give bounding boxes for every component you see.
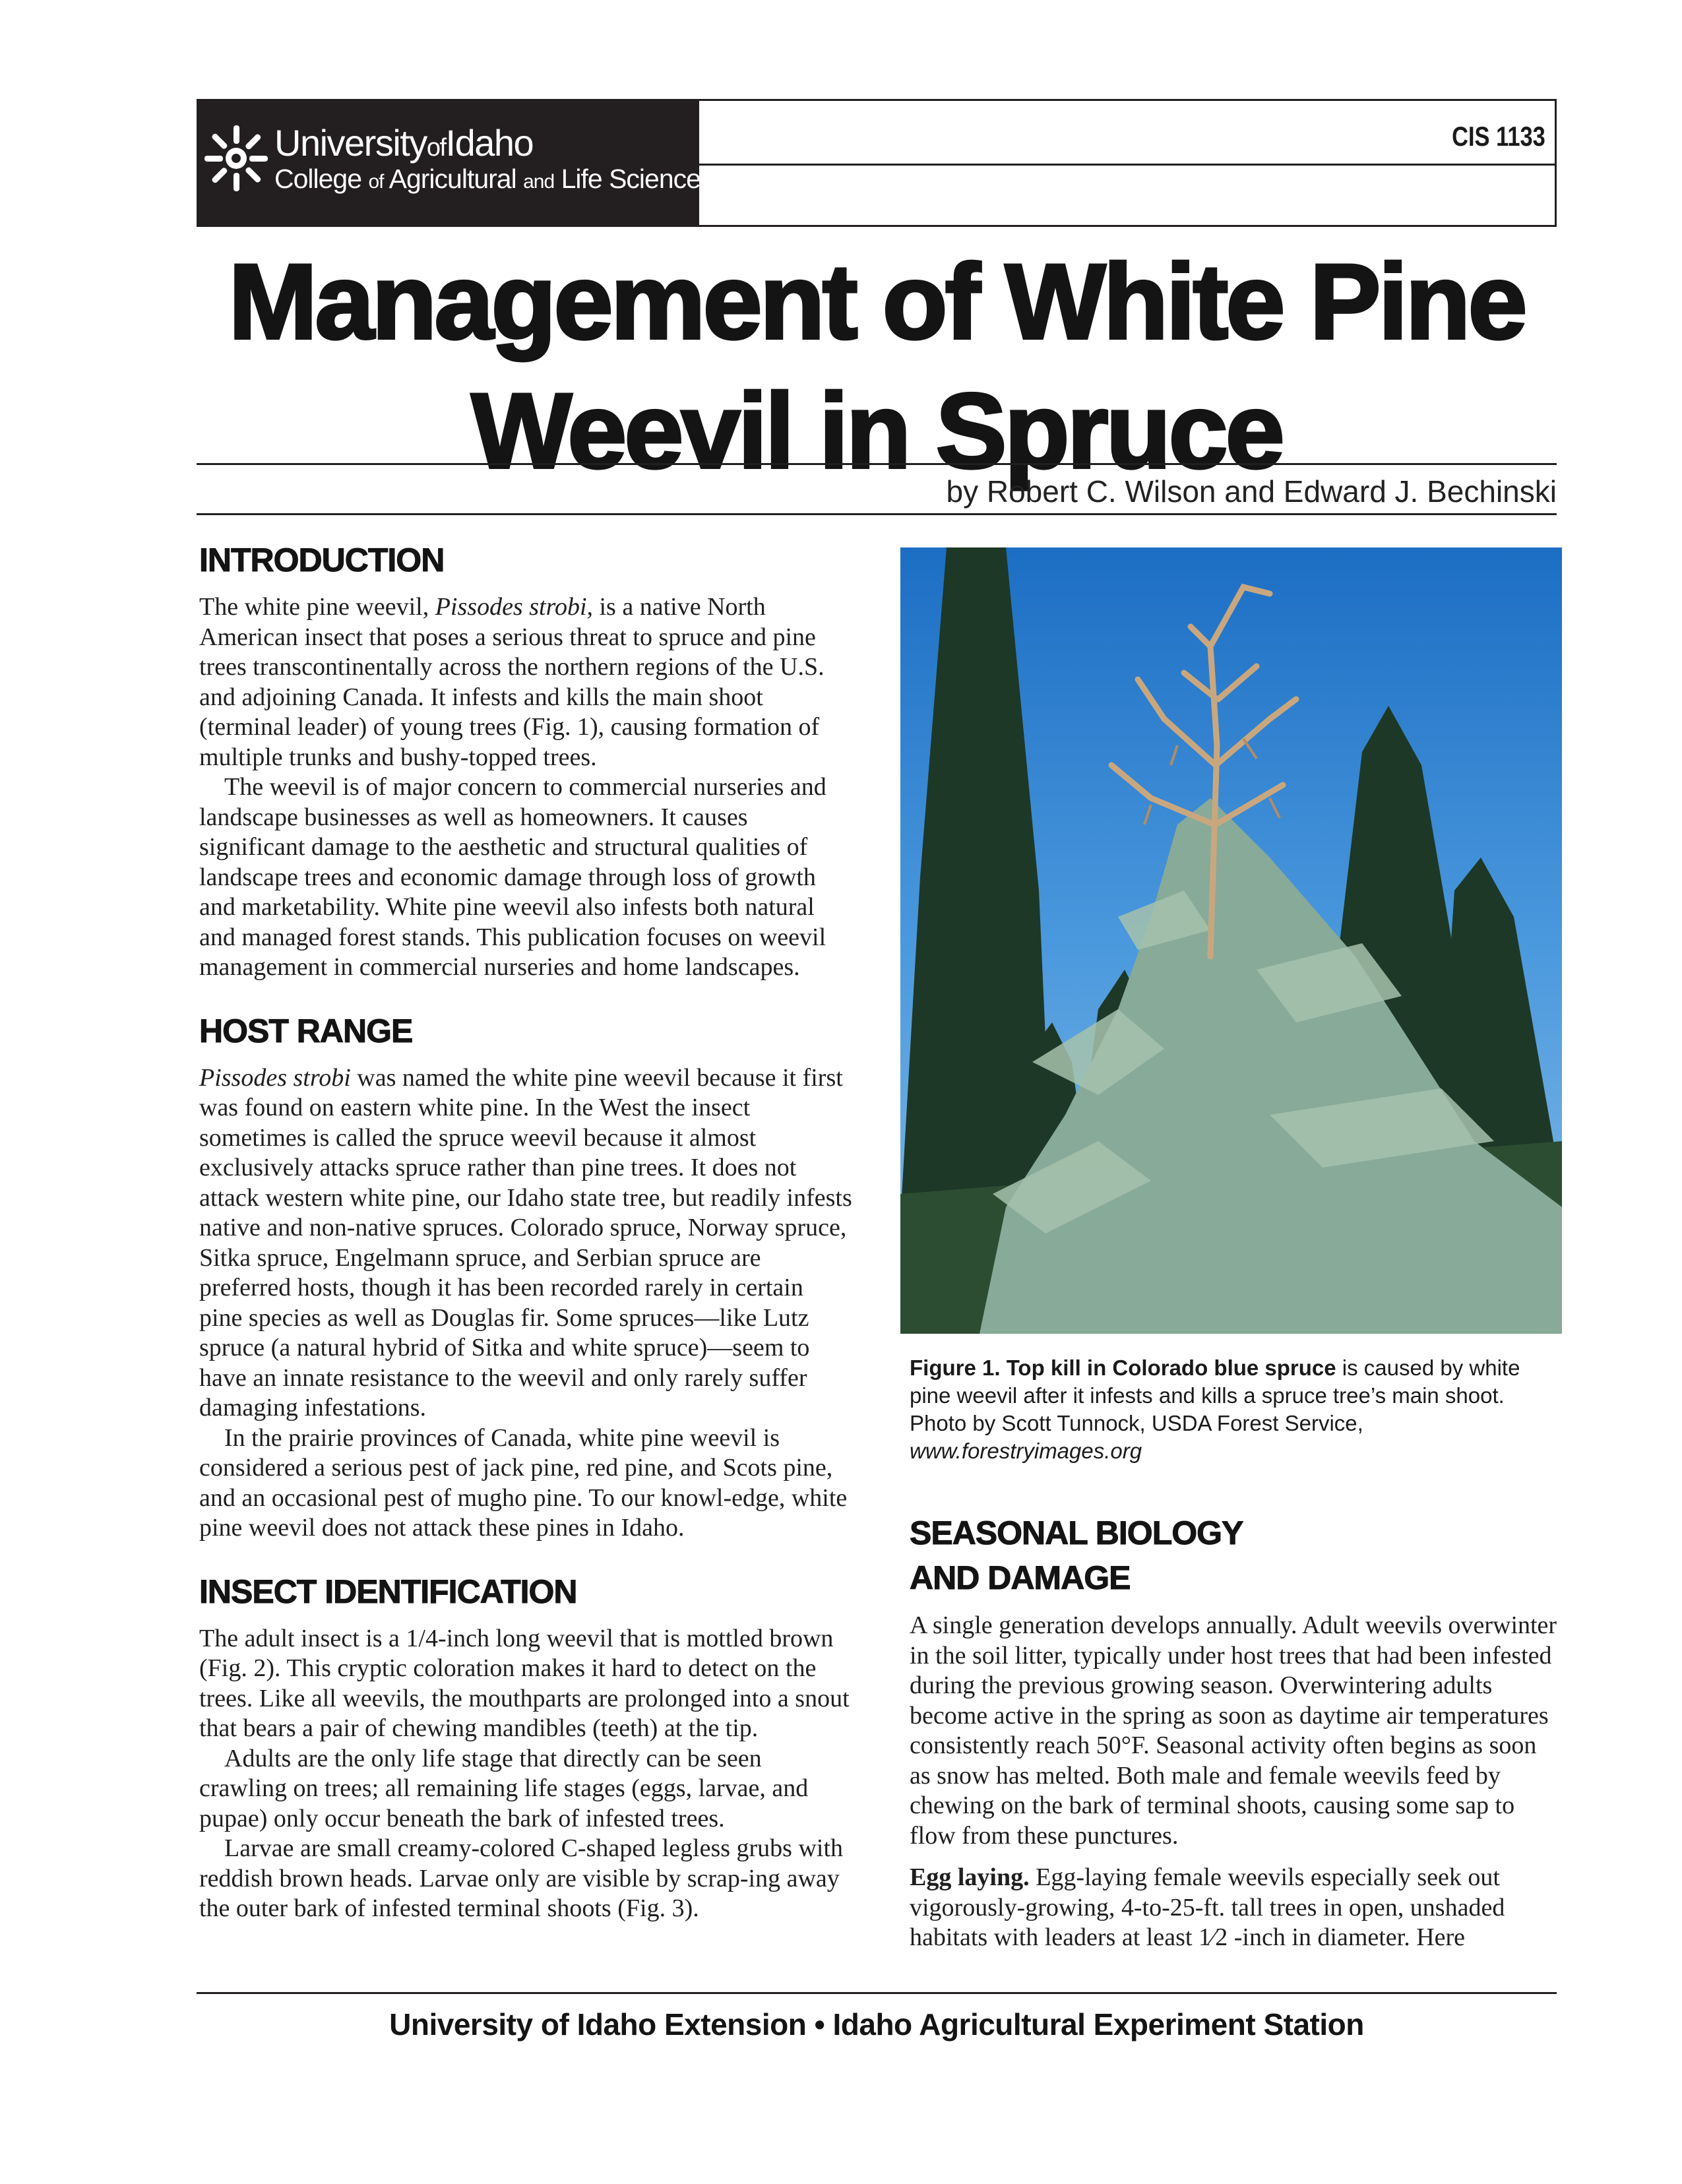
publication-number: CIS 1133 [1452, 121, 1545, 152]
title-rule-top [197, 463, 1557, 465]
insect-identification-heading: INSECT IDENTIFICATION [199, 1573, 577, 1610]
footer-rule [197, 1992, 1557, 1994]
right-column [910, 1511, 1563, 1953]
egg-laying-paragraph: Egg laying. Egg-laying female weevils especially seek out vigorously-growing, 4-to-25-ft. tall trees in open, unshaded habitats with leaders at least 1⁄2 -inch in diameter. Here [910, 1863, 1505, 1951]
page-title [197, 237, 1557, 496]
left-column [199, 541, 852, 1924]
byline: by Robert C. Wilson and Edward J. Bechinski [946, 474, 1557, 509]
seasonal-biology-heading: SEASONAL BIOLOGY AND DAMAGE [910, 1514, 1243, 1596]
figure-label: Figure 1 [910, 1356, 995, 1380]
spruce-tree-illustration [900, 547, 1562, 1334]
introduction-paragraph-1: The white pine weevil, Pissodes strobi, is a native North American insect that poses a serious threat to spruce and pine trees transcontinentally across the northern regions of the U.S. and adjoining Canada. It infests and kills the main shoot (terminal leader) of young trees (Fig. 1), causing formation of multiple trunks and bushy-topped trees. [199, 593, 825, 771]
host-range-heading: HOST RANGE [199, 1012, 413, 1049]
footer-credit: University of Idaho Extension • Idaho Agricultural Experiment Station [389, 2007, 1364, 2042]
introduction-heading: INTRODUCTION [199, 542, 445, 578]
publication-number-box [699, 99, 1557, 227]
banner-divider [699, 164, 1555, 166]
university-name: UniversityofIdaho [274, 122, 534, 164]
university-logo-banner [197, 99, 714, 227]
egg-laying-lead: Egg laying. [910, 1863, 1030, 1891]
insect-identification-paragraph-2: Adults are the only life stage that directly can be seen crawling on trees; all remaining life stages (eggs, larvae, and pupae) only occur beneath the bark of infested trees. [199, 1744, 809, 1832]
host-range-paragraph-1: Pissodes strobi was named the white pine weevil because it first was found on eastern white pine. In the West the insect sometimes is called the spruce weevil because it almost exclusively attacks spruce rather than pine trees. It does not attack western white pine, our Idaho state tree, but readily infests native and non-native spruces. Colorado spruce, Norway spruce, Sitka spruce, Engelmann spruce, and Serbian spruce are preferred hosts, though it has been recorded rarely in certain pine species as well as Douglas fir. Some spruces—like Lutz spruce (a natural hybrid of Sitka and white spruce)—seem to have an innate resistance to the weevil and only rarely suffer damaging infestations. [199, 1063, 852, 1421]
species-name: Pissodes strobi, [435, 593, 593, 621]
introduction-paragraph-2: The weevil is of major concern to commercial nurseries and landscape businesses as well as homeowners. It causes significant damage to the aesthetic and structural qualities of landscape trees and economic damage through loss of growth and marketability. White pine weevil also infests both natural and managed forest stands. This publication focuses on weevil management in commercial nurseries and home landscapes. [199, 773, 826, 981]
title-line-1: Management of White Pine [228, 242, 1525, 361]
photo-credit-url: www.forestryimages.org [910, 1439, 1142, 1463]
species-name: Pissodes strobi [199, 1063, 351, 1092]
college-name: College of Agricultural and Life Sciences [274, 164, 714, 194]
host-range-paragraph-2: In the prairie provinces of Canada, white pine weevil is considered a serious pest of jack pine, red pine, and Scots pine, and an occasional pest of mugho pine. To our knowl-edge, white pine weevil does not attack these pines in Idaho. [199, 1423, 848, 1542]
figure-1-caption: Figure 1. Top kill in Colorado blue spruce is caused by white pine weevil after it infests and kills a spruce tree’s main shoot. Photo by Scott Tunnock, USDA Forest Service, www.forestryimages.org [910, 1356, 1520, 1463]
university-sunburst-icon [203, 121, 269, 194]
figure-1-photo [900, 547, 1562, 1334]
insect-identification-paragraph-1: The adult insect is a 1/4-inch long weevil that is mottled brown (Fig. 2). This cryptic coloration makes it hard to detect on the trees. Like all weevils, the mouthparts are prolonged into a snout that bears a pair of chewing mandibles (teeth) at the tip. [199, 1624, 850, 1742]
title-line-2: Weevil in Spruce [471, 371, 1282, 491]
title-rule-bottom [197, 513, 1557, 515]
seasonal-biology-paragraph-1: A single generation develops annually. Adult weevils overwinter in the soil litter, typically under host trees that had been infested during the previous growing season. Overwintering adults become active in the spring as soon as daytime air temperatures consistently reach 50°F. Seasonal activity often begins as soon as snow has melted. Both male and female weevils feed by chewing on the bark of terminal shoots, causing some sap to flow from these punctures. [910, 1611, 1557, 1850]
insect-identification-paragraph-3: Larvae are small creamy-colored C-shaped legless grubs with reddish brown heads. Larvae only are visible by scrap-ing away the outer bark of infested terminal shoots (Fig. 3). [199, 1834, 844, 1922]
